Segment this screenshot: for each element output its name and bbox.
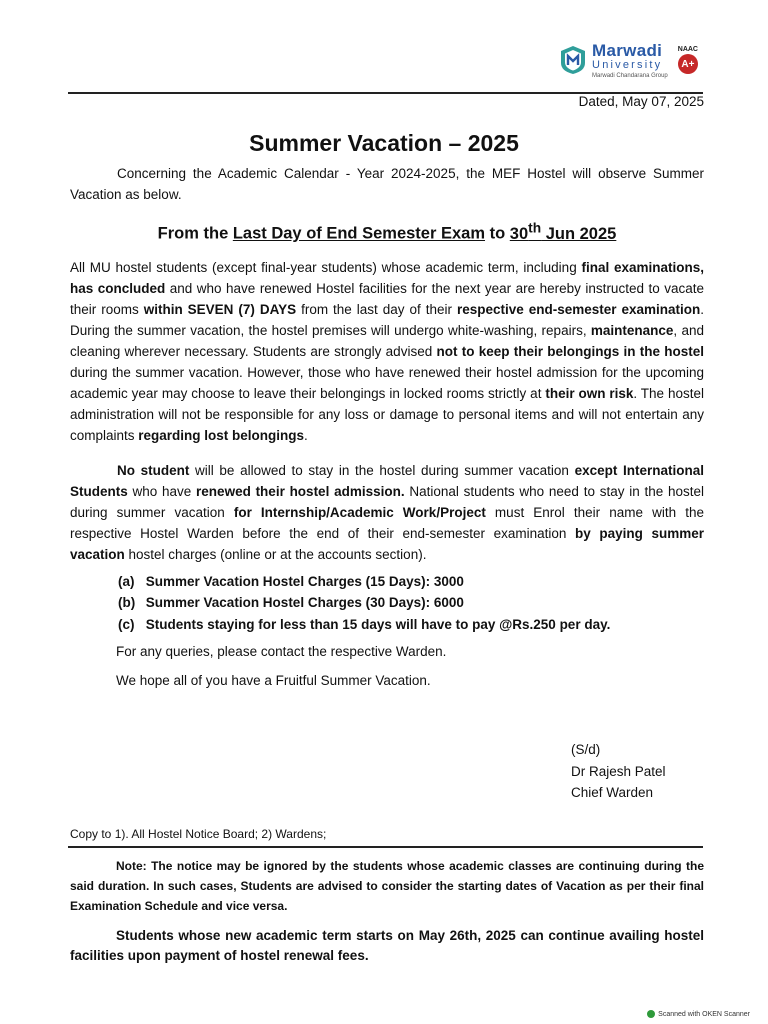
charge-item [118, 614, 704, 636]
text-run: and who have renewed Hostel facilities for the next year are hereby instructed to vacate their rooms [70, 280, 704, 317]
signature-role: Chief Warden [571, 785, 654, 800]
text-run: who have [127, 483, 197, 499]
text-run: . The hostel administration will not be responsible for any loss or damage to personal items and will not entertain any complaints [70, 385, 704, 443]
marwadi-emblem-icon [560, 45, 586, 75]
bold-run: regarding lost belongings [138, 427, 305, 443]
renewal-notice [70, 926, 704, 966]
text-run: All MU hostel students (except final-year students) whose academic term, including [70, 259, 582, 275]
charge-text: Students staying for less than 15 days will have to pay @Rs.250 per day. [145, 616, 611, 632]
bold-run: within SEVEN (7) DAYS [143, 301, 297, 317]
charge-item [118, 592, 704, 614]
subhead-from: From the [157, 224, 233, 243]
note-text: Note: The notice may be ignored by the students whose academic classes are continuing during the said duration. In such cases, Students are advised to consider the starting dates of Vacation as per their final Examination Schedule and vice versa. [70, 859, 704, 913]
subhead-to: to [485, 224, 510, 243]
text-run: from the last day of their [296, 301, 457, 317]
bold-run: respective end-semester examination [456, 301, 701, 317]
bold-run: No student [117, 462, 190, 478]
logo-name: Marwadi [592, 40, 663, 60]
bold-run: maintenance [590, 322, 674, 338]
vacation-period-heading [70, 217, 704, 245]
naac-label: NAAC [677, 46, 698, 53]
text-run: National students who need to stay in the hostel during summer vacation [70, 483, 704, 520]
logo-group: Marwadi Chandarana Group [592, 72, 668, 79]
footer-divider [68, 846, 703, 848]
signature-sd: (S/d) [571, 742, 601, 757]
subhead-day: 30 [509, 224, 529, 243]
scanner-logo-icon [647, 1010, 655, 1018]
bold-run: not to keep their belongings in the hostel [436, 343, 704, 359]
subhead-start: Last Day of End Semester Exam [232, 224, 486, 243]
intro-paragraph: Concerning the Academic Calendar - Year 2024-2025, the MEF Hostel will observe Summer Vacation as below. [70, 166, 704, 202]
charge-key: (c) [118, 616, 135, 632]
text-run: . [304, 427, 308, 443]
text-run: will be allowed to stay in the hostel during summer vacation [189, 462, 575, 478]
signature-block [571, 739, 666, 804]
bold-run: renewed their hostel admission. [196, 483, 405, 499]
text-run: during the summer vacation. However, those who have renewed their hostel admission for the upcoming academic year may choose to leave their belongings in locked rooms strictly at [70, 364, 704, 401]
stay-policy-paragraph [70, 460, 704, 565]
queries-line: For any queries, please contact the respective Warden. [116, 644, 447, 659]
bold-run: final examinations, has concluded [70, 259, 704, 296]
vacate-instructions-paragraph [70, 257, 704, 446]
notice-body [70, 163, 704, 691]
charge-key: (b) [118, 595, 136, 610]
scanner-watermark [647, 1010, 750, 1018]
text-run: must Enrol their name with the respective Hostel Warden before the end of their end-semester examination [70, 504, 704, 541]
bold-run: by paying summer vacation [70, 525, 704, 562]
charge-text: Summer Vacation Hostel Charges (30 Days): 6000 [145, 595, 464, 610]
scanner-label: Scanned with OKEN Scanner [658, 1010, 750, 1018]
text-run: . During the summer vacation, the hostel premises will undergo white-washing, repairs, [70, 301, 704, 338]
notice-title: Summer Vacation – 2025 [249, 130, 519, 156]
bold-run: their own risk [545, 385, 634, 401]
bold-run: for Internship/Academic Work/Project [233, 504, 486, 520]
renewal-text: Students whose new academic term starts on May 26th, 2025 can continue availing hostel facilities upon payment of hostel renewal fees. [70, 928, 704, 963]
charge-item [118, 571, 704, 593]
text-run: , and cleaning wherever necessary. Students are strongly advised [70, 322, 705, 359]
copy-to-line: Copy to 1). All Hostel Notice Board; 2) Wardens; [70, 827, 327, 841]
text-run: hostel charges (online or at the accounts section). [124, 546, 427, 562]
charge-text: Summer Vacation Hostel Charges (15 Days): 3000 [145, 573, 464, 589]
naac-badge [678, 46, 698, 74]
logo-sub: University [592, 58, 663, 71]
university-logo [560, 40, 698, 80]
bold-run: except International Students [70, 462, 704, 499]
subhead-month: Jun 2025 [541, 224, 617, 243]
charges-list [118, 571, 704, 636]
note-block [70, 856, 704, 916]
naac-grade: A+ [678, 54, 698, 74]
wish-line: We hope all of you have a Fruitful Summer Vacation. [116, 673, 431, 688]
subhead-sup: th [528, 220, 542, 235]
signature-name: Dr Rajesh Patel [571, 763, 666, 779]
charge-key: (a) [118, 573, 135, 589]
date-line: Dated, May 07, 2025 [578, 94, 704, 109]
subhead-end-day [509, 220, 617, 243]
